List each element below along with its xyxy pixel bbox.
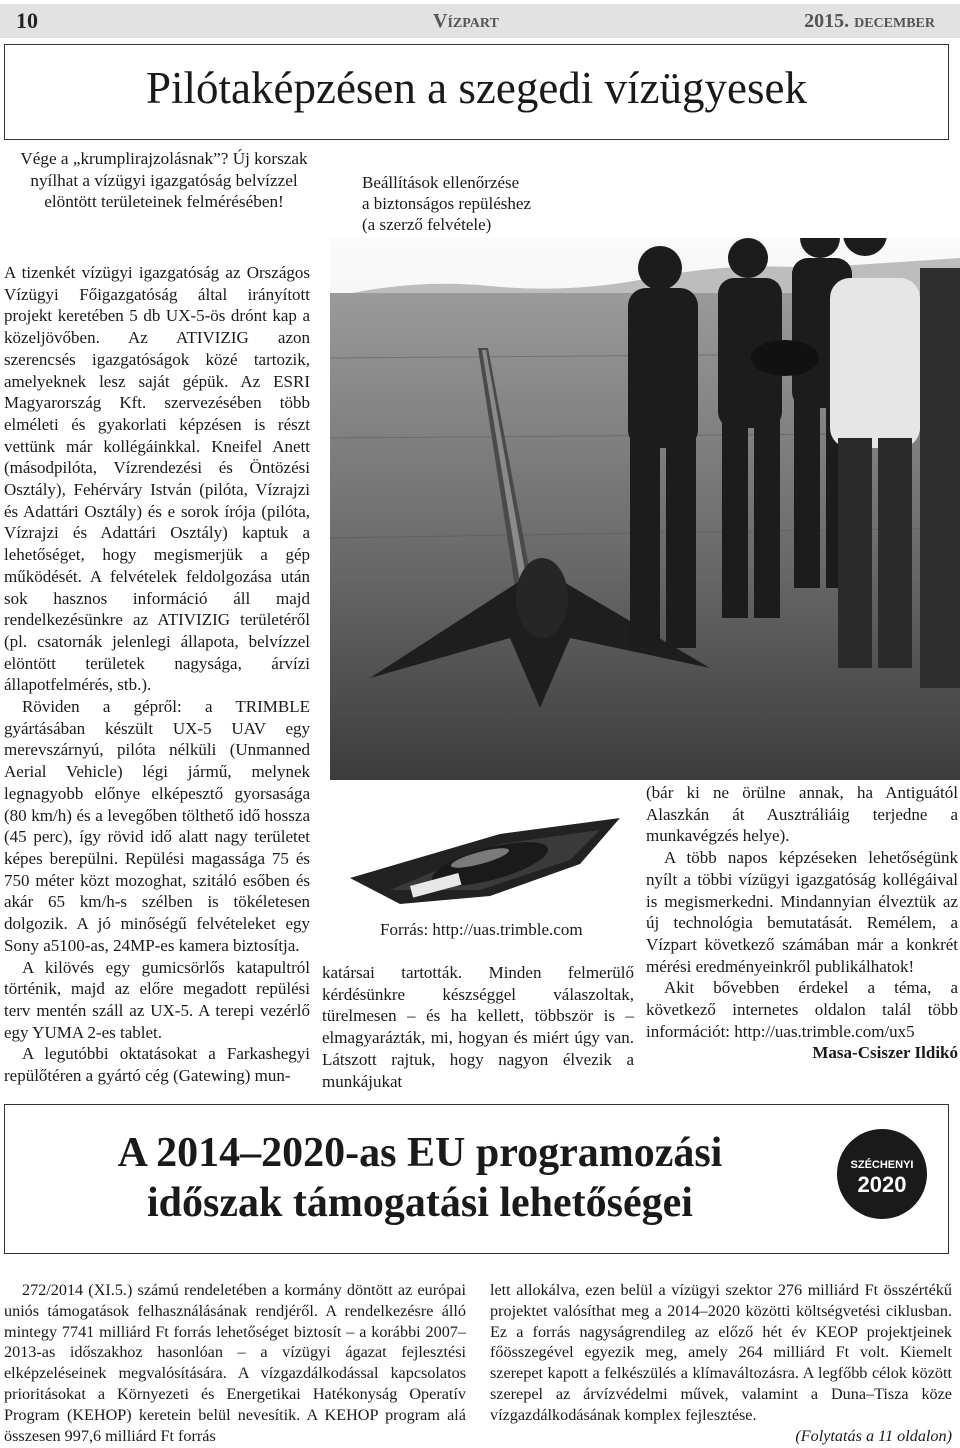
training-photo [330,238,960,780]
paragraph: Röviden a gépről: a TRIMBLE gyártásában készült UX-5 UAV egy merevszárnyú, pilóta nélküli (Unmanned Aerial Vehicle) légi jármű, melynek legnagyobb előnye elképesztő gyorsasága (80 km/h) és a levegőben tölthető idő hossza (45 perc), így rövid idő alatt nagy területet képes berepülni. Repülési magassága 75 és 750 méter közt mozoghat, szitáló esőben és akár 65 km/h-s szélben is tökéletesen dolgozik. A jó minőségű felvételeket egy Sony a5100-as, 24MP-es kamera biztosítja. [4,697,310,955]
headline-line: A 2014–2020-as EU programozási [117,1130,723,1176]
szechenyi-2020-logo [836,1128,928,1220]
photo-caption-line: (a szerző felvétele) [362,215,492,234]
paragraph: A több napos képzéseken lehetőségünk nyílt a többi vízügyi igazgatóság kollégáival is megismerkedni. Mindannyian élveztük az új technológia bemutatását. Remélem, a Vízpart következő számában már a konkrét mérési eredményeinkről publikálhatok! [646,848,958,976]
paragraph: A legutóbbi oktatásokat a Farkashegyi repülőtéren a gyártó cég (Gatewing) mun- [4,1044,310,1086]
article2-column-2 [490,1280,952,1446]
training-photo-illustration [330,238,960,780]
article-lead: Vége a „krumplirajzolásnak”? Új korszak nyílhat a vízügyi igazgatóság belvízzel elöntött területeinek felmérésében! [20,149,308,211]
paragraph: Akit bővebben érdekel a téma, a következő internetes oldalon talál több információt: http://uas.trimble.com/ux5 [646,978,958,1041]
article-column-3 [646,782,958,1064]
photo-caption-line: a biztonságos repüléshez [362,194,531,213]
article-column-2 [322,962,634,1092]
page-number: 10 [16,8,38,33]
paragraph: A kilövés egy gumicsörlős katapultról történik, majd az előre megadott repülési terv mentén száll az UX-5. A terepi vezérlő egy YUMA 2-es tablet. [4,957,310,1042]
article2-headline [40,1128,800,1228]
paragraph: lett allokálva, ezen belül a vízügyi szektor 276 milliárd Ft összértékű projektet valósíthat meg a 2014–2020 közötti költségvetési ciklusban. Ez a forrás nagyságrendileg az előző hét év KEOP projektjeinek főösszegével egyezik meg, amely 264 milliárd Ft volt. Kiemelt szerepet kapott a felkészülés a klímaváltozásra. A legfőbb célok között szerepel az árvízvédelmi művek, valamint a Duna–Tisza köze vízgazdálkodásának komplex fejlesztése. [490,1281,952,1424]
issue-date: 2015. december [804,10,935,32]
paragraph: 272/2014 (XI.5.) számú rendeletében a kormány döntött az európai uniós támogatások felhasználásának rendjéről. A rendelkezésre álló mintegy 7741 milliárd Ft forrás lehetőséget biztosít – a korábbi 2007–2013-as időszakhoz hasonlóan – a vízügyi ágazat fejlesztési elképzeléseinek megvalósítására. A vízgazdálkodással kapcsolatos prioritásokat a Környezeti és Energetikai Hatékonyság Operatív Program (KEHOP) keretein belül nevesítik. A KEHOP program alá összesen 997,6 milliárd Ft forrás [4,1281,466,1445]
article2-column-1 [4,1280,466,1446]
logo-text-top: SZÉCHENYI [850,1159,914,1171]
paragraph: A tizenkét vízügyi igazgatóság az Országos Vízügyi Főigazgatóság által irányított projekt keretében 5 db UX-5-ös drónt kap a közeljövőben. Az ATIVIZIG azon szerencsés igazgatóságok közé tartozik, amelyeknek lesz saját gépük. Az ESRI Magyarország Kft. szervezésében több elméleti és gyakorlati képzésen is részt vettünk már kollégáinkkal. Kneifel Anett (másodpilóta, Vízrendezési és Öntözési Osztály), Fehérváry István (pilóta, Vízrajzi és Adattári Osztály) és e sorok írója (pilóta, Vízrajzi és Adattári Osztály) kaptuk a lehetőséget, hogy megismerjük a gép működését. A felvételek feldolgozása után sok hasznos információ áll majd rendelkezésünkre az ATIVIZIG területéről (pl. csatornák jelenlegi állapota, belvízzel elöntött területek nagysága, árvízi állapotfelmérés, stb.). [4,263,310,695]
magazine-name: Vízpart [433,10,499,32]
article-column-1 [4,262,310,1087]
paragraph: (bár ki ne örülne annak, ha Antiguától Alaszkán át Ausztráliáig terjedne a munkavégzés helye). [646,783,958,846]
article-title: Pilótaképzésen a szegedi vízügyesek [145,63,807,113]
photo-caption-line: Beállítások ellenőrzése [362,173,520,192]
headline-line: időszak támogatási lehetőségei [147,1180,693,1226]
paragraph: katársai tartották. Minden felmerülő kérdésünkre készséggel válaszoltak, türelmesen – és ha kellett, többször is – elmagyarázták, mi, hogyan és miért úgy van. Látszott rajtuk, hogy nagyon élvezik a munkájukat [322,963,634,1091]
drone-photo-credit: Forrás: http://uas.trimble.com [380,920,583,939]
author-signature: Masa-Csiszer Ildikó [812,1043,958,1063]
photo-caption [330,172,630,235]
logo-text-bottom: 2020 [857,1172,907,1197]
continued-note: (Folytatás a 11 oldalon) [795,1426,952,1445]
